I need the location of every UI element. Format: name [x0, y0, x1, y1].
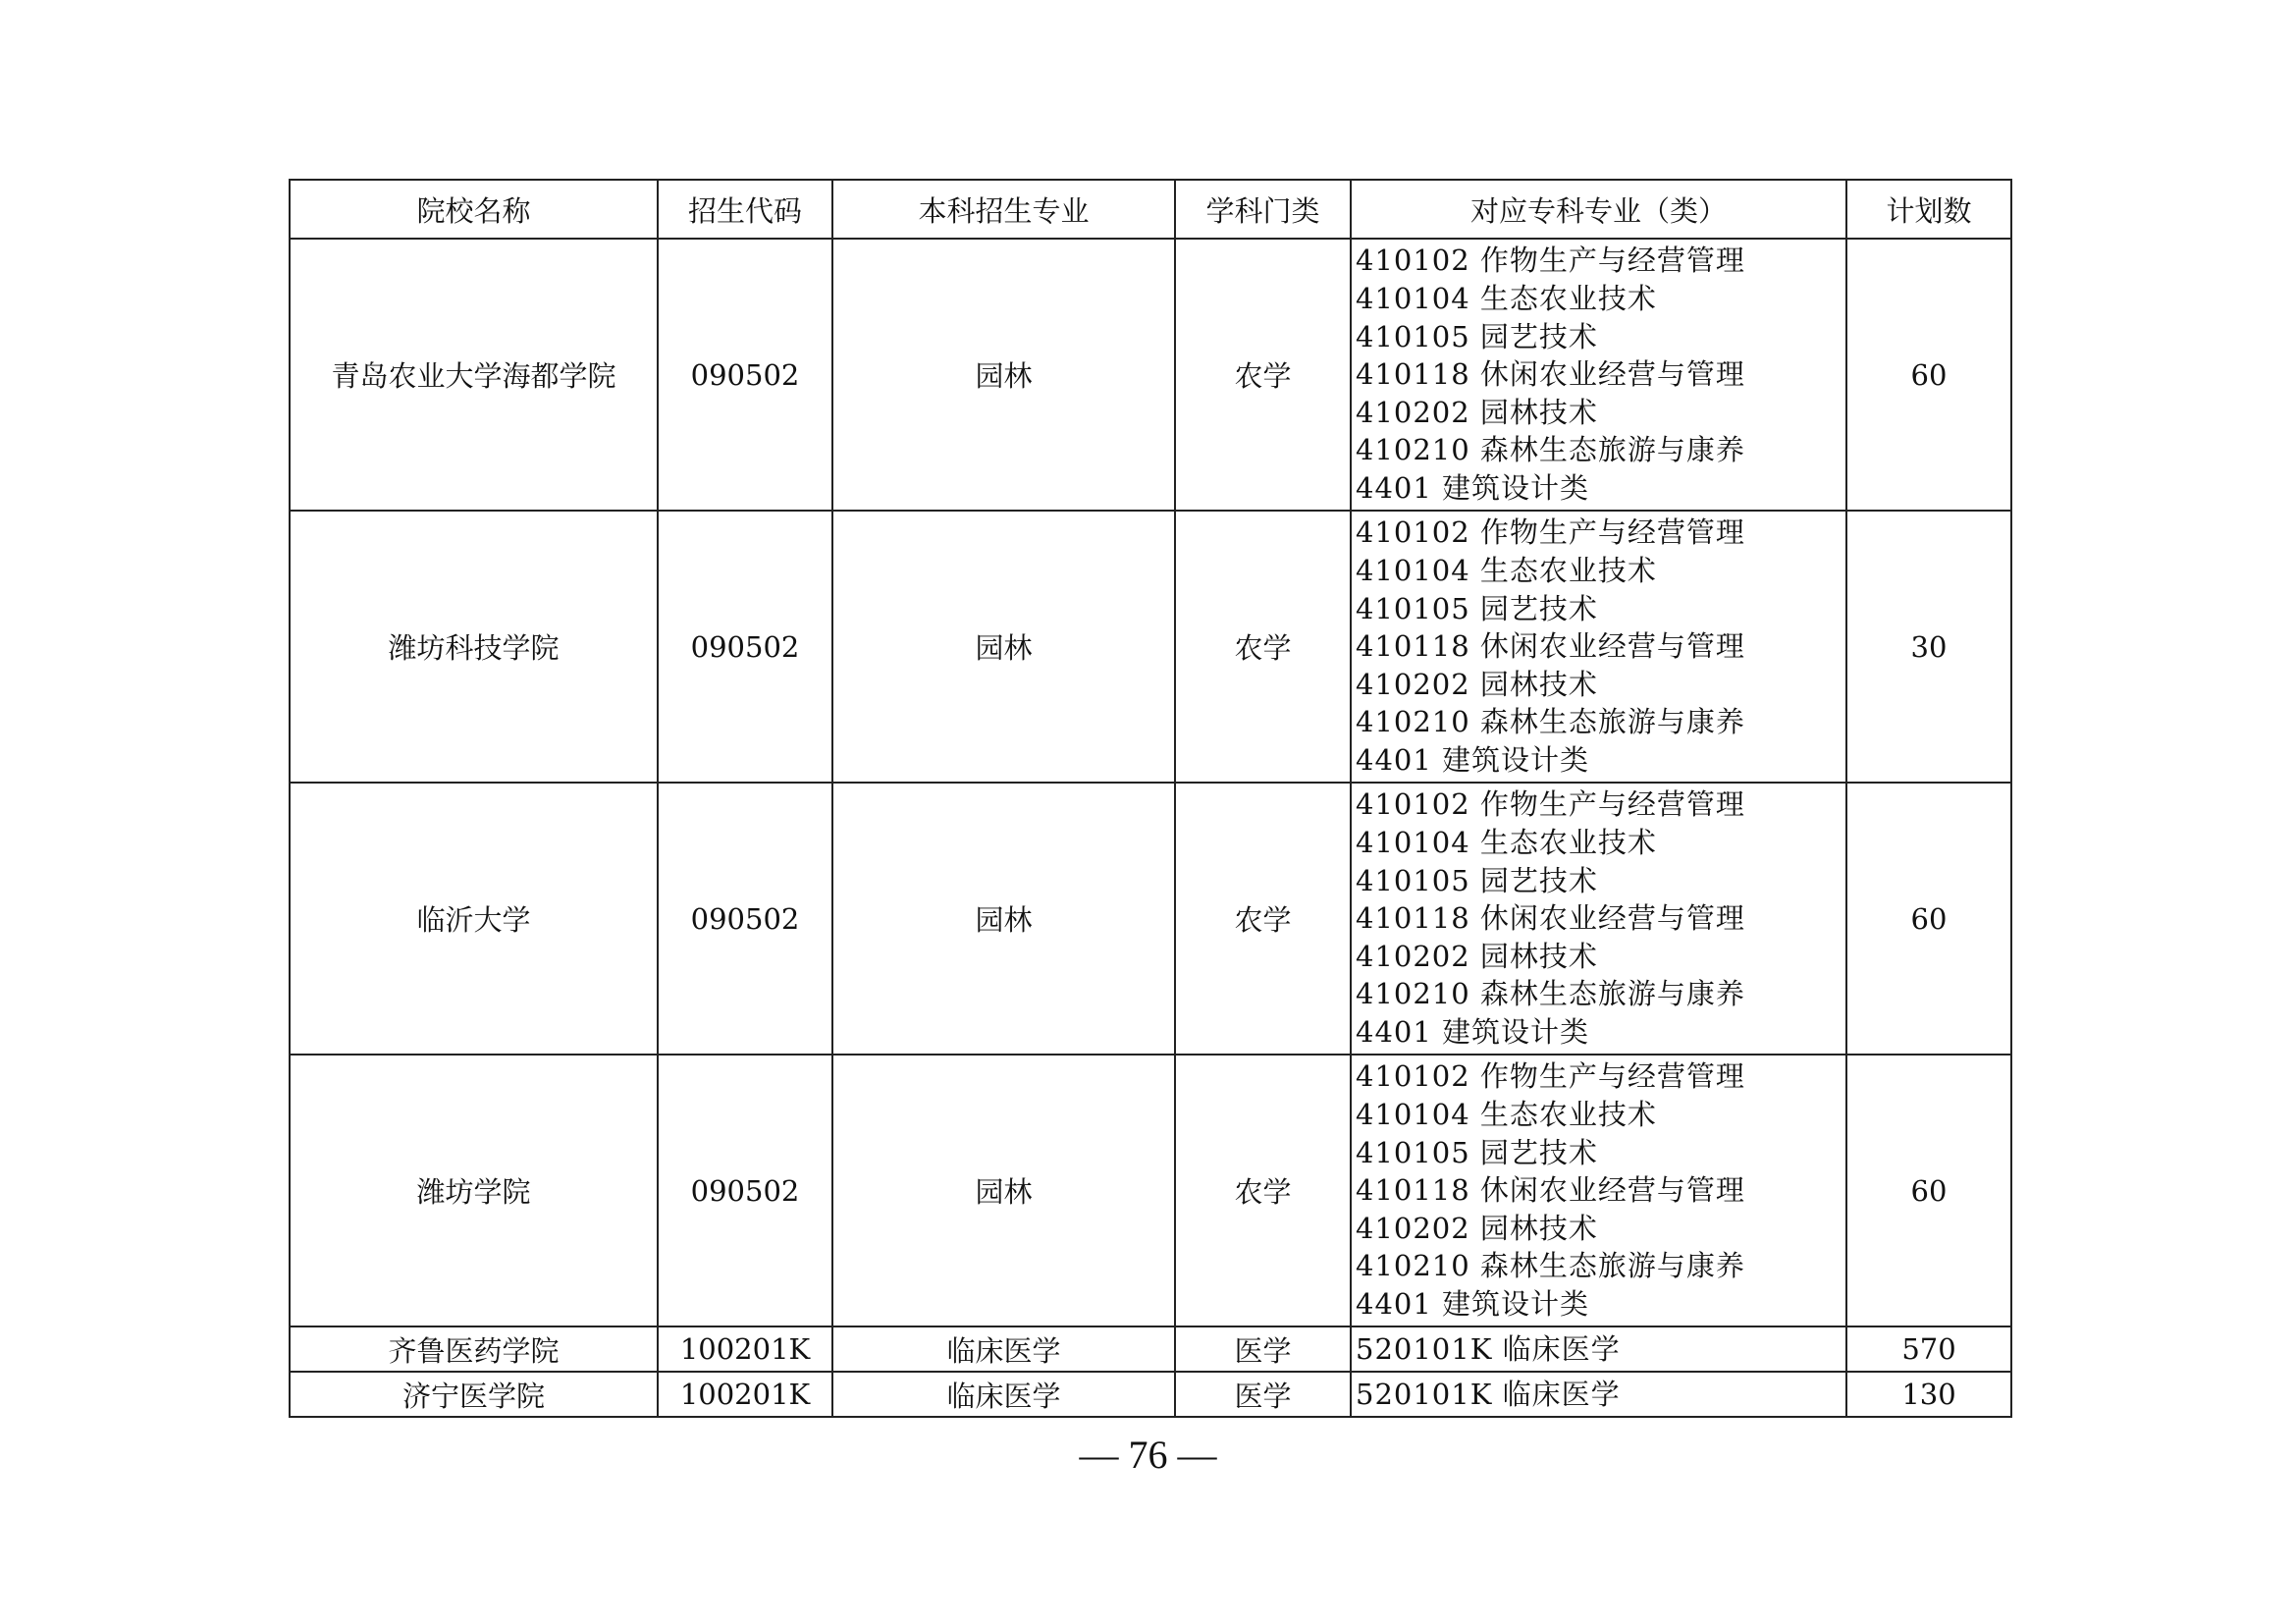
related-major-item: 410102 作物生产与经营管理 [1356, 1059, 1745, 1094]
related-major-item: 410202 园林技术 [1356, 667, 1598, 701]
major-cell: 园林 [832, 1055, 1175, 1326]
related-major-item: 410210 森林生态旅游与康养 [1356, 705, 1745, 739]
table-row [290, 239, 2011, 511]
school-name-cell: 青岛农业大学海都学院 [290, 239, 658, 511]
enroll-code-cell: 090502 [658, 783, 832, 1055]
table-row [290, 1055, 2011, 1326]
major-cell: 临床医学 [832, 1372, 1175, 1417]
major-cell: 园林 [832, 783, 1175, 1055]
related-major-item: 410104 生态农业技术 [1356, 554, 1657, 588]
related-majors-cell [1351, 1055, 1846, 1326]
discipline-cell: 医学 [1175, 1372, 1351, 1417]
school-name-cell: 潍坊学院 [290, 1055, 658, 1326]
enroll-code-cell: 100201K [658, 1372, 832, 1417]
discipline-cell: 农学 [1175, 239, 1351, 511]
related-major-item: 410104 生态农业技术 [1356, 826, 1657, 860]
enroll-code-cell: 090502 [658, 1055, 832, 1326]
related-major-item: 410202 园林技术 [1356, 939, 1598, 973]
related-major-item: 520101K 临床医学 [1356, 1378, 1621, 1411]
related-major-item: 410202 园林技术 [1356, 1211, 1598, 1245]
related-major-item: 410118 休闲农业经营与管理 [1356, 629, 1745, 664]
table-header [290, 180, 2011, 239]
plan-count-cell: 30 [1846, 511, 2011, 783]
plan-count-cell: 60 [1846, 239, 2011, 511]
table-row [290, 1326, 2011, 1372]
related-major-item: 410210 森林生态旅游与康养 [1356, 977, 1745, 1011]
page-number: — 76 — [1079, 1433, 1217, 1477]
related-majors-cell [1351, 1372, 1846, 1417]
related-major-item: 410118 休闲农业经营与管理 [1356, 357, 1745, 392]
discipline-cell: 农学 [1175, 1055, 1351, 1326]
related-major-item: 410202 园林技术 [1356, 395, 1598, 429]
related-major-item: 410104 生态农业技术 [1356, 1098, 1657, 1132]
school-name-cell: 潍坊科技学院 [290, 511, 658, 783]
plan-count-cell: 60 [1846, 783, 2011, 1055]
discipline-cell: 医学 [1175, 1326, 1351, 1372]
header-school-name: 院校名称 [290, 180, 658, 239]
related-majors-cell [1351, 239, 1846, 511]
major-cell: 园林 [832, 239, 1175, 511]
table-row [290, 783, 2011, 1055]
header-discipline: 学科门类 [1175, 180, 1351, 239]
related-major-item: 410104 生态农业技术 [1356, 282, 1657, 316]
related-majors-cell [1351, 1326, 1846, 1372]
major-cell: 临床医学 [832, 1326, 1175, 1372]
related-major-item: 4401 建筑设计类 [1356, 1286, 1590, 1321]
plan-count-cell: 130 [1846, 1372, 2011, 1417]
table-row [290, 511, 2011, 783]
related-major-item: 410210 森林生态旅游与康养 [1356, 433, 1745, 467]
enroll-code-cell: 100201K [658, 1326, 832, 1372]
header-enroll-code: 招生代码 [658, 180, 832, 239]
related-major-item: 410102 作物生产与经营管理 [1356, 787, 1745, 822]
table-row [290, 1372, 2011, 1417]
related-major-item: 410102 作物生产与经营管理 [1356, 244, 1745, 278]
related-major-item: 4401 建筑设计类 [1356, 742, 1590, 777]
plan-count-cell: 570 [1846, 1326, 2011, 1372]
related-major-item: 4401 建筑设计类 [1356, 470, 1590, 505]
related-majors-cell [1351, 783, 1846, 1055]
related-major-item: 410118 休闲农业经营与管理 [1356, 901, 1745, 936]
related-major-item: 410102 作物生产与经营管理 [1356, 515, 1745, 550]
enroll-code-cell: 090502 [658, 511, 832, 783]
school-name-cell: 临沂大学 [290, 783, 658, 1055]
major-cell: 园林 [832, 511, 1175, 783]
related-major-item: 410105 园艺技术 [1356, 319, 1598, 353]
plan-count-cell: 60 [1846, 1055, 2011, 1326]
school-name-cell: 济宁医学院 [290, 1372, 658, 1417]
related-major-item: 410118 休闲农业经营与管理 [1356, 1173, 1745, 1208]
header-row [290, 180, 2011, 239]
enroll-code-cell: 090502 [658, 239, 832, 511]
related-major-item: 410105 园艺技术 [1356, 591, 1598, 625]
discipline-cell: 农学 [1175, 783, 1351, 1055]
related-major-item: 410210 森林生态旅游与康养 [1356, 1249, 1745, 1283]
related-major-item: 520101K 临床医学 [1356, 1332, 1621, 1366]
related-major-item: 410105 园艺技术 [1356, 1135, 1598, 1169]
header-plan-count: 计划数 [1846, 180, 2011, 239]
related-major-item: 410105 园艺技术 [1356, 863, 1598, 897]
header-related-majors: 对应专科专业（类） [1351, 180, 1846, 239]
enrollment-table [289, 179, 2012, 1418]
header-undergrad-major: 本科招生专业 [832, 180, 1175, 239]
table-body [290, 239, 2011, 1417]
related-majors-cell [1351, 511, 1846, 783]
discipline-cell: 农学 [1175, 511, 1351, 783]
school-name-cell: 齐鲁医药学院 [290, 1326, 658, 1372]
related-major-item: 4401 建筑设计类 [1356, 1014, 1590, 1049]
